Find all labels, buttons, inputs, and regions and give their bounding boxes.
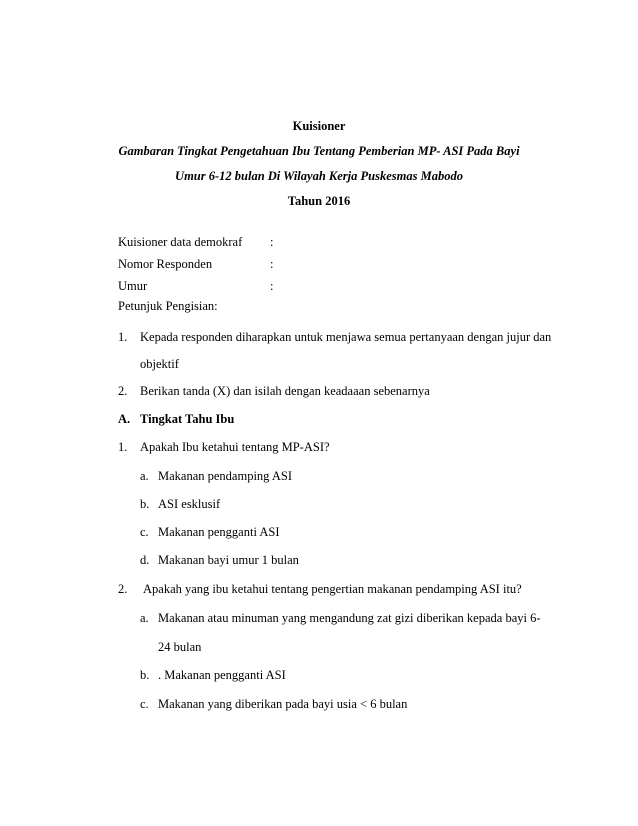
demographic-colon: : [270, 235, 274, 249]
question-text: Apakah yang ibu ketahui tentang pengertian makanan pendamping ASI itu? [143, 582, 522, 596]
document-title: Kuisioner [292, 119, 346, 133]
demographic-label-umur: Umur [118, 279, 148, 293]
option-text: Makanan bayi umur 1 bulan [158, 553, 299, 567]
instruction-text: Kepada responden diharapkan untuk menjawa semua pertanyaan dengan jujur dan [140, 330, 552, 344]
option-text: ASI esklusif [158, 497, 221, 511]
option-text: Makanan pengganti ASI [158, 525, 280, 539]
demographic-label-data: Kuisioner data demokraf [118, 235, 243, 249]
option-text: Makanan atau minuman yang mengandung zat gizi diberikan kepada bayi 6- [158, 611, 541, 625]
demographic-colon: : [270, 279, 274, 293]
option-text: . Makanan pengganti ASI [158, 668, 286, 682]
document-subtitle-line1: Gambaran Tingkat Pengetahuan Ibu Tentang Pemberian MP- ASI Pada Bayi [118, 144, 520, 158]
instruction-number: 2. [118, 384, 128, 398]
option-letter: d. [140, 553, 150, 567]
option-text: Makanan pendamping ASI [158, 469, 293, 483]
instruction-number: 1. [118, 330, 128, 344]
demographic-colon: : [270, 257, 274, 271]
question-text: Apakah Ibu ketahui tentang MP-ASI? [140, 440, 330, 454]
demographic-label-responden: Nomor Responden [118, 257, 213, 271]
option-letter: a. [140, 469, 149, 483]
question-number: 1. [118, 440, 128, 454]
option-text: Makanan yang diberikan pada bayi usia < 6 bulan [158, 697, 408, 711]
instructions-heading: Petunjuk Pengisian: [118, 299, 218, 313]
question-number: 2. [118, 582, 128, 596]
option-letter: b. [140, 668, 150, 682]
document-year: Tahun 2016 [287, 194, 351, 208]
option-text-continued: 24 bulan [158, 640, 202, 654]
option-letter: a. [140, 611, 149, 625]
document-subtitle-line2: Umur 6-12 bulan Di Wilayah Kerja Puskesmas Mabodo [175, 169, 463, 183]
instruction-text-continued: objektif [140, 357, 179, 371]
option-letter: b. [140, 497, 150, 511]
instruction-text: Berikan tanda (X) dan isilah dengan keadaaan sebenarnya [140, 384, 430, 398]
section-letter: A. [118, 412, 131, 426]
section-title: Tingkat Tahu Ibu [140, 412, 235, 426]
option-letter: c. [140, 697, 149, 711]
option-letter: c. [140, 525, 149, 539]
